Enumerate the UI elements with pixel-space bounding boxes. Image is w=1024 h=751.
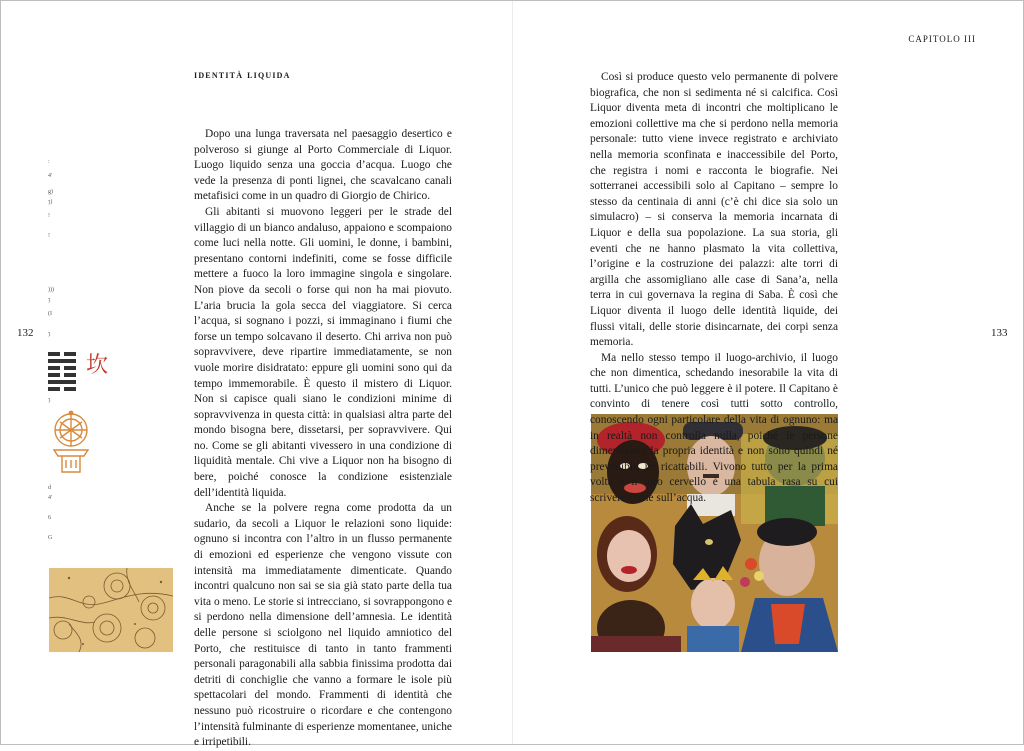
paragraph: Dopo una lunga traversata nel paesaggio desertico e polveroso si giunge al Porto Commerciale di Liquor. Luogo liquido senza una goccia d’acqua. Luogo che vede la presenza di ponti lignei, che scavalcano canali metafisici come in un quadro di Giorgio de Chirico. xyxy=(194,128,452,203)
paragraph: Gli abitanti si muovono leggeri per le strade del villaggio di un bianco andaluso, appaiono e scompaiono come luci nella notte. Gli uomini, le donne, i bambini, presentano contorni indefiniti, come se fosse difficile mettere a fuoco la loro immagine singola e singolare. Non piove da secoli o forse qui non ha mai piovuto. L’aria brucia la gola secca del viaggiatore. Si cerca l’acqua, si sognano i pozzi, si immaginano i fiumi che forse un tempo solcavano il deserto. Chi arriva non può sopravvivere, deve ripartire immediatamente, se non vuole morire disidratato: eppure gli uomini sono qui da tempo immemorabile. È questo il mistero di Liquor. Non si capisce quali siano le condizioni minime di sopravvivenza in questa città: in qualsiasi altra parte del mondo bisogna bere, dissetarsi, per sopravvivere. Qui no. Come se gli abitanti vivessero in una condizione di liquidità mentale. Chi vive a Liquor non ha bisogno di bere, poiché conosce la condizione esistenziale dell’identità liquida. xyxy=(194,205,452,499)
paragraph: Così si produce questo velo permanente di polvere biografica, che non si sedimenta né si calcifica. Così Liquor diventa meta di incontri che moltiplicano le emozioni collettive ma che si perdono nella memoria personale: tutto viene invece registrato e archiviato nella memoria sconfinata e inaccessibile del Porto, che registra i nomi e racconta le biografie. Nei sotterranei accessibili solo al Capitano – sempre lo stesso da centinaia di anni (c’è chi dice sia solo un simulacro) – si conserva la memoria incarnata di Liquor e della sua popolazione. La sua storia, gli eventi che ne hanno plasmato la vita collettiva, l’origine e la costruzione dei palazzi: alte torri di argilla che assomigliano alle case di Sana’a, nella terra in cui governava la regina di Saba. È così che Liquor diventa il luogo delle identità liquide, dei flussi vitali, delle storie disincarnate, dei corpi senza memoria. xyxy=(590,71,838,349)
right-page-text xyxy=(590,70,838,507)
left-page-text xyxy=(194,127,452,751)
page-number-right: 133 xyxy=(991,327,1008,339)
urn-ornament-icon xyxy=(48,410,94,476)
map-detail-icon xyxy=(49,568,173,652)
page-number-left: 132 xyxy=(17,327,34,339)
chapter-title: identità liquida xyxy=(194,69,291,81)
running-head: CAPITOLO III xyxy=(908,34,976,44)
page-gutter xyxy=(512,1,513,744)
kan-character: 坎 xyxy=(86,353,109,378)
trigram-kan-icon xyxy=(48,352,76,394)
paragraph: Ma nello stesso tempo il luogo-archivio, il luogo che non dimentica, schedando inesorabile la vita di tutti. L’unico che può leggere è il potere. Il Capitano è convinto di tenere così tutti sotto controllo, conoscendo ogni particolare della vita di ognuno: ma in realtà non controlla nulla, poiché le persone dimenticano la propria identità e non sono quindi né prevedibili né ricattabili. Vivono tutto per la prima volta e il loro cervello è una tabula rasa su cui scrivere come sull’acqua. xyxy=(590,351,838,505)
paragraph: Anche se la polvere regna come prodotta da un sudario, da secoli a Liquor le relazioni sono liquide: ognuno si incontra con l’altro in un flusso permanente di emozioni ed esperienze che vengono vissute con intensità ma immediatamente dimenticate. Quando incontri qualcuno non sai se sia già stato parte della tua vita o meno. Le storie si intrecciano, si sovrappongono e si perdono nella dimensione dell’amnesia. Le identità delle persone si sciolgono nel liquido amniotico del Porto, che restituisce di tanto in tanto frammenti personali paragonabili alla sabbia finissima prodotta dai detriti di conchiglie che vanno a formare le isole più spettacolari del mondo. Frammenti di identità che nessuno può ricostruire o ricordare e che contengono l’intensità fulminante di esperienze momentanee, uniche e irripetibili. xyxy=(194,502,452,749)
book-spread: CAPITOLO III identità liquida 132 133 : 4′ g) ȝ) ! ! ))) ȝ (I ȝ ȝ d 4′ 6 G 坎 Dopo una lunga traversata nel paesaggio desertico e polveroso si giunge al Porto Commerciale di Liquor. Luogo liquido senza una goccia d’acqua. Luogo che vede la presenza di ponti lignei, che scavalcano canali metafisici come in un quadro di Giorgio de Chirico. Gli abitanti si muovono leggeri per le strade del villaggio di un bianco andaluso, appaiono e scompaiono come luci nella notte. Gli uomini, le donne, i bambini, presentano contorni indefiniti, come se fosse difficile mettere a fuoco la loro immagine singola e singolare. Non piove da secoli o forse qui non ha mai piovuto. L’aria brucia la gola secca del viaggiatore. Si cerca l’acqua, si sognano i pozzi, si immaginano i fiumi che forse un tempo solcavano il deserto. Chi arriva non può sopravvivere, deve ripartire immediatamente, se non vuole morire disidratato: eppure gli uomini sono qui da tempo immemorabile. È questo il mistero di Liquor. Non si capisce quali siano le condizioni minime di sopravvivenza in questa città: in qualsiasi altra parte del mondo bisogna bere, dissetarsi, per sopravvivere. Qui no. Come se gli abitanti vivessero in una condizione di liquidità mentale. Chi vive a Liquor non ha bisogno di bere, poiché conosce la condizione esistenziale dell’identità liquida. Anche se la polvere regna come prodotta da un sudario, da secoli a Liquor le relazioni sono liquide: ognuno si incontra con l’altro in un flusso permanente di emozioni ed esperienze che vengono vissute con intensità ma immediatamente dimenticate. Quando incontri qualcuno non sai se sia già stato parte della tua vita o meno. Le storie si intrecciano, si sovrappongono e si perdono nella dimensione dell’amnesia. Le identità delle persone si sciolgono nel liquido amniotico del Porto, che restituisce di tanto in tanto frammenti personali paragonabili alla sabbia finissima prodotta dai detriti di conchiglie che vanno a formare le isole più spettacolari del mondo. Frammenti di identità che nessuno può ricostruire o ricordare e che contengono l’intensità fulminante di esperienze momentanee, uniche e irripetibili. Così si produce questo velo permanente di polvere biografica, che non si sedimenta né si calcifica. Così Liquor diventa meta di incontri che moltiplicano le emozioni collettive ma che si perdono nella memoria personale: tutto viene invece registrato e archiviato nella memoria sconfinata e inaccessibile del Porto, che registra i nomi e racconta le biografie. Nei sotterranei accessibili solo al Capitano – sempre lo stesso da centinaia di anni (c’è chi dice sia solo un simulacro) – si conserva la memoria incarnata di Liquor e della sua popolazione. La sua storia, gli eventi che ne hanno plasmato la vita collettiva, l’origine e la costruzione dei palazzi: alte torri di argilla che assomigliano alle case di Sana’a, nella terra in cui governava la regina di Saba. È così che Liquor diventa il luogo delle identità liquide, dei flussi vitali, delle storie disincarnate, dei corpi senza memoria. Ma nello stesso tempo il luogo-archivio, il luogo che non dimentica, schedando inesorabile la vita di tutti. L’unico che può leggere è il potere. Il Capitano è convinto di tenere così tutti sotto controllo, conoscendo ogni particolare della vita di ognuno: ma in realtà non controlla nulla, poiché le persone dimenticano la propria identità e non sono quindi né prevedibili né ricattabili. Vivono tutto per la prima volta e il loro cervello è una tabula rasa su cui scrivere come sull’acqua. xyxy=(0,0,1024,745)
